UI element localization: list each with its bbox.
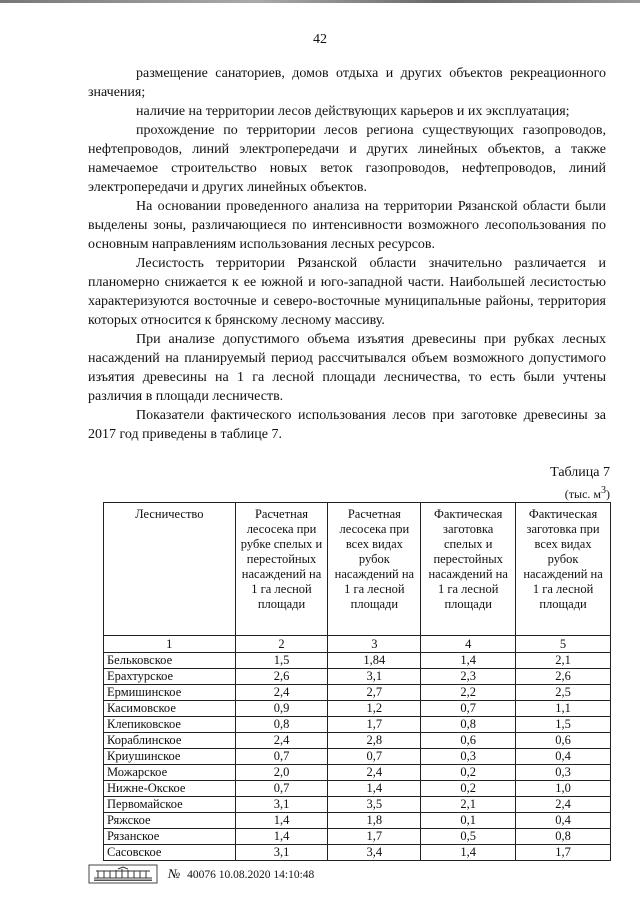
value-cell: 3,1 xyxy=(328,669,421,685)
value-cell: 1,7 xyxy=(516,845,611,861)
value-cell: 1,84 xyxy=(328,653,421,669)
table-row xyxy=(104,669,611,685)
paragraph-5: Лесистость территории Рязанской области значительно различается и планомерно снижается к ее южной и юго-западной части. Наибольшей лесистостью характеризуются восточные и северо-восточные муниципальные районы, территория которых относится к брянскому лесному массиву. xyxy=(88,256,606,328)
document-stamp-icon xyxy=(88,864,158,884)
table-row xyxy=(104,701,611,717)
header-calc-mature: Расчетная лесосека при рубке спелых и перестойных насаждений на 1 га лесной площади xyxy=(235,503,328,636)
table-row xyxy=(104,813,611,829)
value-cell: 0,6 xyxy=(516,733,611,749)
value-cell: 0,3 xyxy=(516,765,611,781)
column-number: 2 xyxy=(235,636,328,653)
paragraph-7: Показатели фактического использования лесов при заготовке древесины за 2017 год приведены в таблице 7. xyxy=(88,408,606,442)
value-cell: 3,1 xyxy=(235,797,328,813)
column-number: 4 xyxy=(421,636,516,653)
value-cell: 1,1 xyxy=(516,701,611,717)
value-cell: 0,2 xyxy=(421,781,516,797)
table-unit-sup: 3 xyxy=(601,485,606,496)
table-row xyxy=(104,845,611,861)
value-cell: 3,5 xyxy=(328,797,421,813)
forestry-name-cell: Клепиковское xyxy=(104,717,236,733)
paragraph-2: наличие на территории лесов действующих карьеров и их эксплуатация; xyxy=(136,104,570,119)
table-row xyxy=(104,653,611,669)
value-cell: 1,2 xyxy=(328,701,421,717)
scan-top-edge xyxy=(0,0,640,3)
paragraph-4: На основании проведенного анализа на территории Рязанской области были выделены зоны, различающиеся по интенсивности возможного лесопользования по основным направлениям использования лесных ресурсов. xyxy=(88,199,606,252)
forestry-name-cell: Рязанское xyxy=(104,829,236,845)
value-cell: 2,5 xyxy=(516,685,611,701)
table-row xyxy=(104,765,611,781)
value-cell: 0,7 xyxy=(235,781,328,797)
value-cell: 1,4 xyxy=(235,813,328,829)
header-calc-all: Расчетная лесосека при всех видах рубок насаждений на 1 га лесной площади xyxy=(328,503,421,636)
table-unit-prefix: (тыс. м xyxy=(564,487,601,501)
value-cell: 1,4 xyxy=(421,653,516,669)
registration-text: 40076 10.08.2020 14:10:48 xyxy=(187,869,315,881)
paragraph-6: При анализе допустимого объема изъятия древесины при рубках лесных насаждений на планируемый период рассчитывался объем возможного допустимого изъятия древесины на 1 га лесной площади лесничества, то есть были учтены различия в площади лесничеств. xyxy=(88,332,606,404)
table-row xyxy=(104,717,611,733)
value-cell: 0,7 xyxy=(235,749,328,765)
column-number: 5 xyxy=(516,636,611,653)
paragraph-1: размещение санаториев, домов отдыха и других объектов рекреационного значения; xyxy=(88,66,606,100)
value-cell: 0,3 xyxy=(421,749,516,765)
table-unit xyxy=(540,482,610,503)
forestry-name-cell: Ермишинское xyxy=(104,685,236,701)
value-cell: 1,7 xyxy=(328,717,421,733)
value-cell: 2,2 xyxy=(421,685,516,701)
table-caption: Таблица 7 xyxy=(550,465,610,480)
value-cell: 2,6 xyxy=(516,669,611,685)
column-number-row xyxy=(104,636,611,653)
value-cell: 1,5 xyxy=(235,653,328,669)
value-cell: 2,3 xyxy=(421,669,516,685)
value-cell: 1,8 xyxy=(328,813,421,829)
value-cell: 2,1 xyxy=(516,653,611,669)
column-number: 1 xyxy=(104,636,236,653)
forestry-name-cell: Ряжское xyxy=(104,813,236,829)
value-cell: 1,4 xyxy=(235,829,328,845)
value-cell: 2,8 xyxy=(328,733,421,749)
value-cell: 1,7 xyxy=(328,829,421,845)
header-forestry: Лесничество xyxy=(104,503,236,636)
value-cell: 1,4 xyxy=(328,781,421,797)
value-cell: 0,8 xyxy=(516,829,611,845)
value-cell: 2,4 xyxy=(235,685,328,701)
forestry-name-cell: Можарское xyxy=(104,765,236,781)
value-cell: 0,4 xyxy=(516,813,611,829)
value-cell: 1,4 xyxy=(421,845,516,861)
table-header-row xyxy=(104,503,611,636)
table-unit-suffix: ) xyxy=(606,487,610,501)
table-row xyxy=(104,781,611,797)
table-row xyxy=(104,829,611,845)
value-cell: 0,6 xyxy=(421,733,516,749)
value-cell: 1,5 xyxy=(516,717,611,733)
footer xyxy=(88,862,488,888)
table-row xyxy=(104,685,611,701)
value-cell: 2,1 xyxy=(421,797,516,813)
value-cell: 0,2 xyxy=(421,765,516,781)
value-cell: 2,4 xyxy=(235,733,328,749)
header-actual-all: Фактическая заготовка при всех видах рубок насаждений на 1 га лесной площади xyxy=(516,503,611,636)
value-cell: 2,4 xyxy=(328,765,421,781)
value-cell: 0,4 xyxy=(516,749,611,765)
value-cell: 0,8 xyxy=(235,717,328,733)
value-cell: 3,4 xyxy=(328,845,421,861)
table-caption-block xyxy=(540,464,610,503)
value-cell: 0,7 xyxy=(421,701,516,717)
column-number: 3 xyxy=(328,636,421,653)
table-row xyxy=(104,733,611,749)
value-cell: 2,0 xyxy=(235,765,328,781)
forestry-name-cell: Сасовское xyxy=(104,845,236,861)
forestry-name-cell: Ерахтурское xyxy=(104,669,236,685)
value-cell: 2,7 xyxy=(328,685,421,701)
page-number: 42 xyxy=(313,32,327,47)
paragraph-3: прохождение по территории лесов региона существующих газопроводов, нефтепроводов, линий электропередачи и других линейных объектов, а также намечаемое строительство новых веток газопроводов, нефтепроводов, линий электропередачи и других линейных объектов. xyxy=(88,123,606,195)
body-text xyxy=(88,64,606,444)
header-actual-mature: Фактическая заготовка спелых и перестойных насаждений на 1 га лесной площади xyxy=(421,503,516,636)
value-cell: 3,1 xyxy=(235,845,328,861)
registration-stamp xyxy=(168,866,314,882)
forestry-table xyxy=(103,502,611,861)
value-cell: 0,9 xyxy=(235,701,328,717)
value-cell: 1,0 xyxy=(516,781,611,797)
forestry-name-cell: Нижне-Окское xyxy=(104,781,236,797)
value-cell: 0,8 xyxy=(421,717,516,733)
forestry-name-cell: Кораблинское xyxy=(104,733,236,749)
forestry-name-cell: Бельковское xyxy=(104,653,236,669)
value-cell: 2,4 xyxy=(516,797,611,813)
value-cell: 0,7 xyxy=(328,749,421,765)
forestry-name-cell: Криушинское xyxy=(104,749,236,765)
table-row xyxy=(104,749,611,765)
forestry-name-cell: Касимовское xyxy=(104,701,236,717)
table-row xyxy=(104,797,611,813)
value-cell: 0,5 xyxy=(421,829,516,845)
number-sign: № xyxy=(168,866,181,881)
value-cell: 0,1 xyxy=(421,813,516,829)
forestry-name-cell: Первомайское xyxy=(104,797,236,813)
value-cell: 2,6 xyxy=(235,669,328,685)
